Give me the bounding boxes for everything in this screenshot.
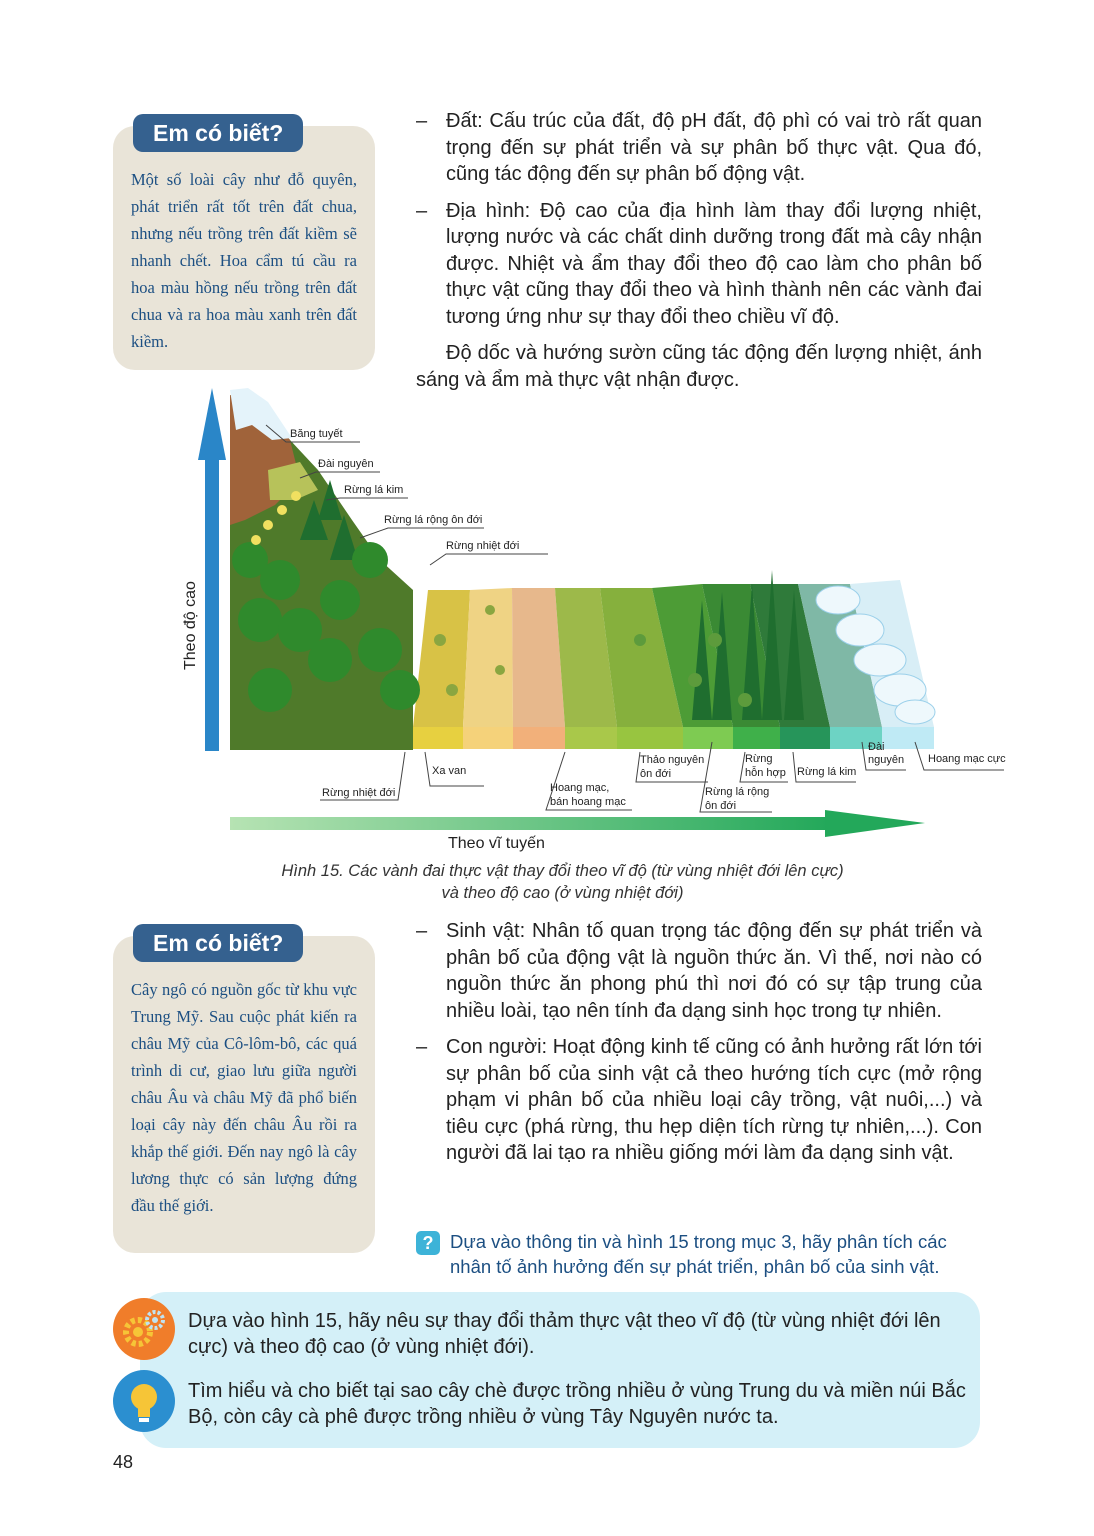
figure-caption-line2: và theo độ cao (ở vùng nhiệt đới) [441,884,684,902]
label-tropical-forest: Rừng nhiệt đới [446,540,520,552]
practice-activity-text: Dựa vào hình 15, hãy nêu sự thay đổi thảm thực vật theo vĩ độ (từ vùng nhiệt đới lên cực) và theo độ cao (ở vùng nhiệt đới). [188,1310,941,1358]
dash: – [416,920,428,942]
label-mixed-line2: hỗn hợp [745,767,786,779]
label-mixed-line1: Rừng [745,753,773,765]
label-temperate-broadleaf: Rừng lá rộng ôn đới [384,514,483,526]
figure-caption-line1: Hình 15. Các vành đai thực vật thay đổi theo vĩ độ (từ vùng nhiệt đới lên cực) [281,862,844,880]
label-lat-tropical-forest: Rừng nhiệt đới [322,787,396,799]
altitude-axis-label: Theo độ cao [182,581,199,670]
label-lat-tundra-line1: Đài [868,741,885,753]
label-desert-line1: Hoang mạc, [550,782,610,794]
bullet-organisms [416,918,982,1024]
dash: – [416,110,428,132]
bullet-soil-text: Đất: Cấu trúc của đất, độ pH đất, độ phì có vai trò rất quan trọng đến sự phát triển và sự phân bố thực vật. Qua đó, cũng tác động đến sự phân bố động vật. [446,110,982,185]
label-savanna: Xa van [432,765,467,777]
apply-activity-text: Tìm hiểu và cho biết tại sao cây chè được trồng nhiều ở vùng Trung du và miền núi Bắc Bộ, còn cây cà phê được trồng nhiều ở vùng Tây Nguyên nước ta. [188,1380,966,1428]
label-polar-desert: Hoang mạc cực [928,753,1006,765]
dash: – [416,1036,428,1058]
lightbulb-icon [113,1370,175,1432]
latitude-arrow [230,810,925,837]
did-you-know-box-2 [113,930,375,1253]
label-ice: Băng tuyết [290,428,343,440]
label-temperate-broadleaf-line2: ôn đới [705,800,737,812]
latitude-axis-label: Theo vĩ tuyến [448,835,545,852]
label-steppe-line1: Thảo nguyên [640,754,705,766]
bottom-text-block [416,918,982,1177]
label-tundra: Đài nguyên [318,458,374,470]
bullet-humans [416,1034,982,1167]
did-you-know-text: Cây ngô có nguồn gốc từ khu vực Trung Mỹ. Sau cuộc phát kiến ra châu Mỹ của Cô-lôm-bô, các quá trình di cư, giao lưu giữa người châu Âu và châu Mỹ đã phổ biến loại cây này đến châu Âu rồi ra khắp thế giới. Đến nay ngô là cây lương thực có sản lượng đứng đầu thế giới. [131,980,357,1215]
question-icon: ? [416,1231,440,1255]
figure-caption [200,860,925,904]
page-number: 48 [113,1452,134,1472]
gears-icon [113,1298,175,1360]
question-text: Dựa vào thông tin và hình 15 trong mục 3, hãy phân tích các nhân tố ảnh hưởng đến sự phát triển, phân bố của sinh vật. [450,1231,947,1277]
label-desert-line2: bán hoang mạc [550,796,626,808]
label-lat-tundra-line2: nguyên [868,754,905,766]
altitude-arrow [198,388,226,751]
did-you-know-title: Em có biết? [133,924,303,962]
bullet-terrain-text: Địa hình: Độ cao của địa hình làm thay đổi lượng nhiệt, lượng nước và các chất dinh dưỡng trong đất mà cây nhận được. Nhiệt và ẩm thay đổi theo độ cao làm cho phân bố thực vật cũng thay đổi theo và hình thành nên các vành đai tương ứng như sự thay đổi theo chiều vĩ độ. [446,199,982,328]
bullet-organisms-text: Sinh vật: Nhân tố quan trọng tác động đến sự phát triển và phân bố của động vật là nguồn thức ăn. Vì thế, nơi nào có nguồn thức ăn phong phú thì nơi đó có sự tập trung của nhiều loài, tạo nên tính đa dạng sinh học trong tự nhiên. [446,920,982,1022]
dash: – [416,199,428,222]
question-block [416,1230,982,1279]
label-coniferous: Rừng lá kim [344,484,404,496]
did-you-know-text: Một số loài cây như đỗ quyên, phát triển rất tốt trên đất chua, nhưng nếu trồng trên đất kiềm sẽ nhanh chết. Hoa cẩm tú cầu ra hoa màu hồng nếu trồng trên đất chua và ra hoa màu xanh trên đất kiềm. [131,170,357,351]
label-lat-coniferous: Rừng lá kim [797,766,857,778]
activity-panel [140,1292,980,1448]
did-you-know-title: Em có biết? [133,114,303,152]
label-steppe-line2: ôn đới [640,768,672,780]
bullet-humans-text: Con người: Hoạt động kinh tế cũng có ảnh hưởng rất lớn tới sự phân bố của sinh vật cả theo hướng tích cực (mở rộng phạm vi phân bố của nhiều loại cây trồng, vật nuôi,...) và tiêu cực (phá rừng, thu hẹp diện tích rừng tự nhiên,...). Con người đã lai tạo ra nhiều giống mới làm đa dạng sinh vật. [446,1036,982,1164]
label-temperate-broadleaf-line1: Rừng lá rộng [705,786,770,798]
slope-paragraph: Độ dốc và hướng sườn cũng tác động đến lượng nhiệt, ánh sáng và ẩm mà thực vật nhận được. [416,342,982,391]
